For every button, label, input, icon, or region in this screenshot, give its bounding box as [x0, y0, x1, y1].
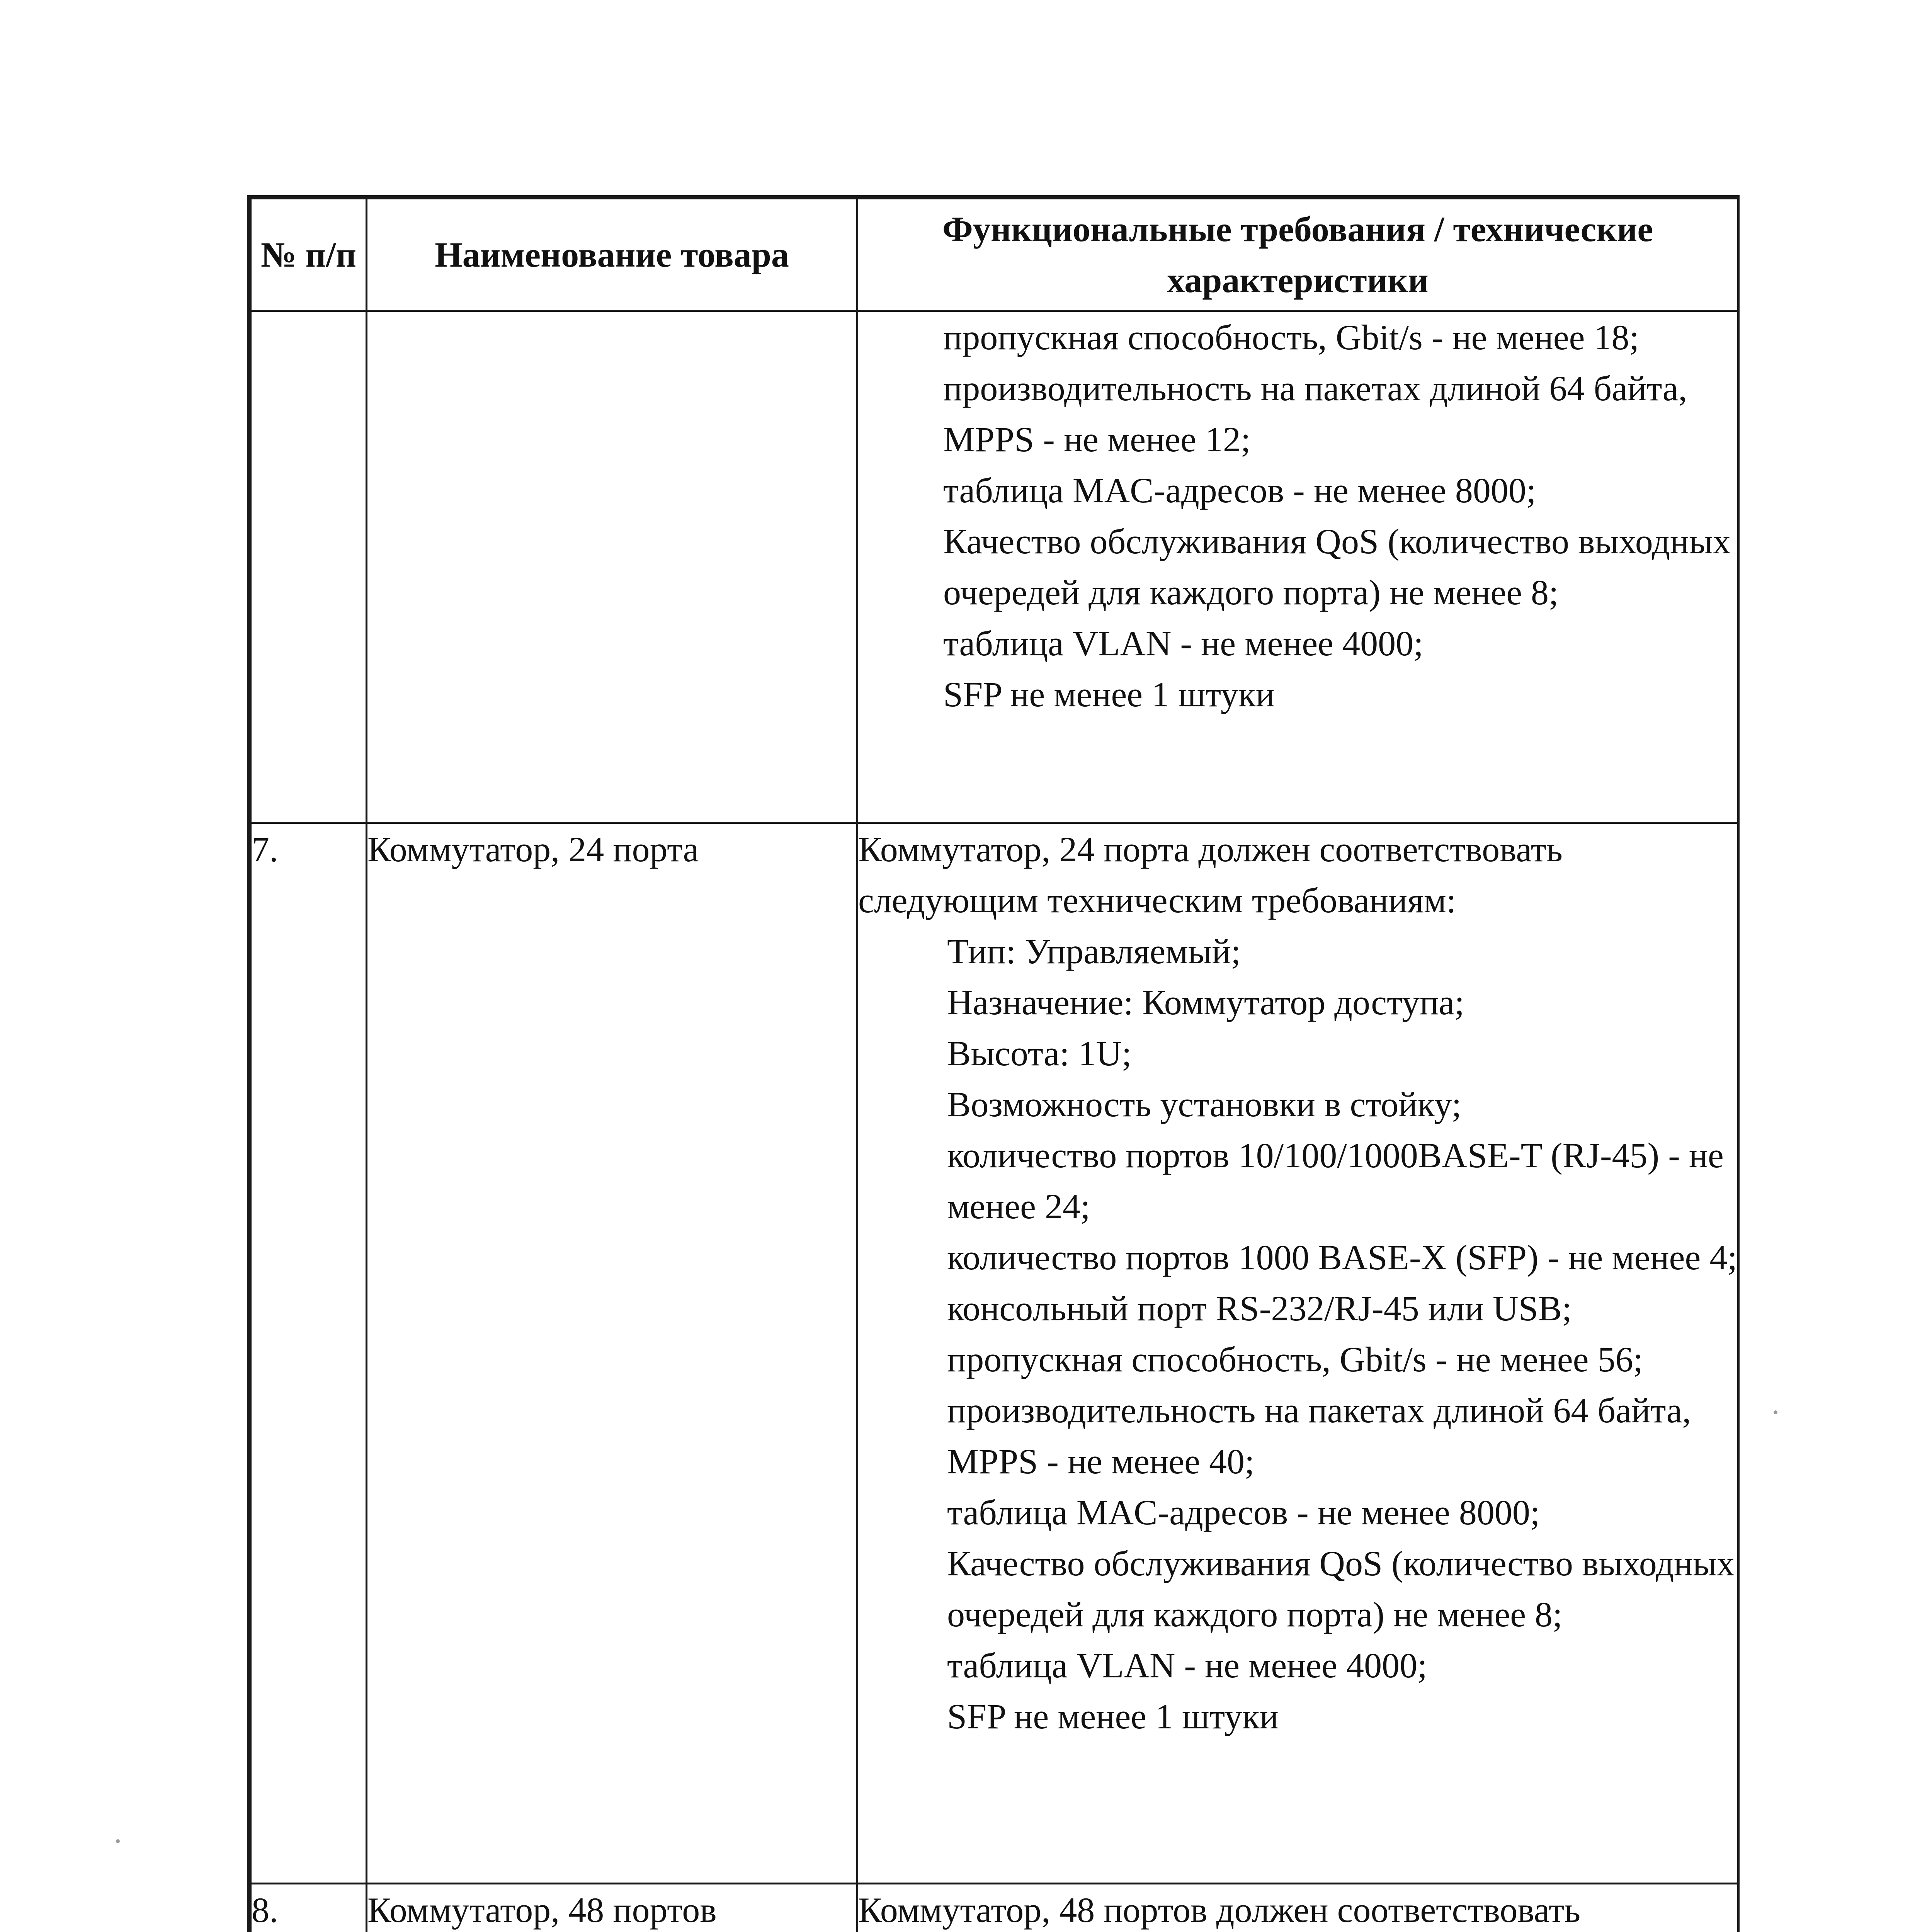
spec-line: Возможность установки в стойку; — [947, 1085, 1462, 1124]
spec-line: производительность на пакетах длиной 64 байта, MPPS - не менее 12; — [943, 369, 1687, 459]
spec-line: SFP не менее 1 штуки — [943, 675, 1275, 714]
spec-line: Качество обслуживания QoS (количество выходных очередей для каждого порта) не менее 8; — [943, 522, 1731, 612]
spec-line: таблица MAC-адресов - не менее 8000; — [947, 1493, 1540, 1532]
spec-line: количество портов 1000 BASE-X (SFP) - не менее 4; — [947, 1238, 1737, 1277]
spec-line: пропускная способность, Gbit/s - не менее 18; — [943, 318, 1639, 357]
spec-intro: Коммутатор, 48 портов должен соответствовать — [858, 1890, 1581, 1930]
spec-line: SFP не менее 1 штуки — [947, 1697, 1279, 1736]
row-product-name: Коммутатор, 48 портов — [367, 1884, 857, 1932]
row-product-name — [367, 311, 857, 823]
row-specifications — [857, 1884, 1738, 1932]
specifications-table — [247, 195, 1740, 1932]
row-number — [251, 311, 367, 823]
spec-line: Высота: 1U; — [947, 1034, 1132, 1073]
table-row — [251, 823, 1738, 1884]
spec-line: Качество обслуживания QoS (количество выходных очередей для каждого порта) не менее 8; — [947, 1544, 1735, 1634]
row-number: 7. — [251, 823, 367, 1884]
table-row-continuation — [251, 311, 1738, 823]
spec-line: таблица VLAN - не менее 4000; — [943, 624, 1423, 663]
row-specifications — [857, 311, 1738, 823]
row-number: 8. — [251, 1884, 367, 1932]
spec-line: консольный порт RS-232/RJ-45 или USB; — [947, 1289, 1572, 1328]
header-product-name: Наименование товара — [367, 199, 857, 311]
spec-line: таблица MAC-адресов - не менее 8000; — [943, 471, 1536, 510]
scan-speck — [1774, 1410, 1777, 1414]
header-number: № п/п — [251, 199, 367, 311]
spec-line: таблица VLAN - не менее 4000; — [947, 1646, 1427, 1685]
spec-intro: Коммутатор, 24 порта должен соответствовать следующим техническим требованиям: — [858, 830, 1563, 920]
spec-line: количество портов 10/100/1000BASE-T (RJ-45) - не менее 24; — [947, 1136, 1724, 1226]
spec-line: Тип: Управляемый; — [947, 932, 1241, 971]
row-product-name: Коммутатор, 24 порта — [367, 823, 857, 1884]
row-specifications — [857, 823, 1738, 1884]
table-row — [251, 1884, 1738, 1932]
table-header-row — [251, 199, 1738, 311]
spec-line: пропускная способность, Gbit/s - не менее 56; — [947, 1340, 1643, 1379]
scan-speck — [116, 1839, 120, 1843]
header-specifications: Функциональные требования / технические характеристики — [857, 199, 1738, 311]
spec-line: производительность на пакетах длиной 64 байта, MPPS - не менее 40; — [947, 1391, 1691, 1481]
spec-line: Назначение: Коммутатор доступа; — [947, 983, 1464, 1022]
